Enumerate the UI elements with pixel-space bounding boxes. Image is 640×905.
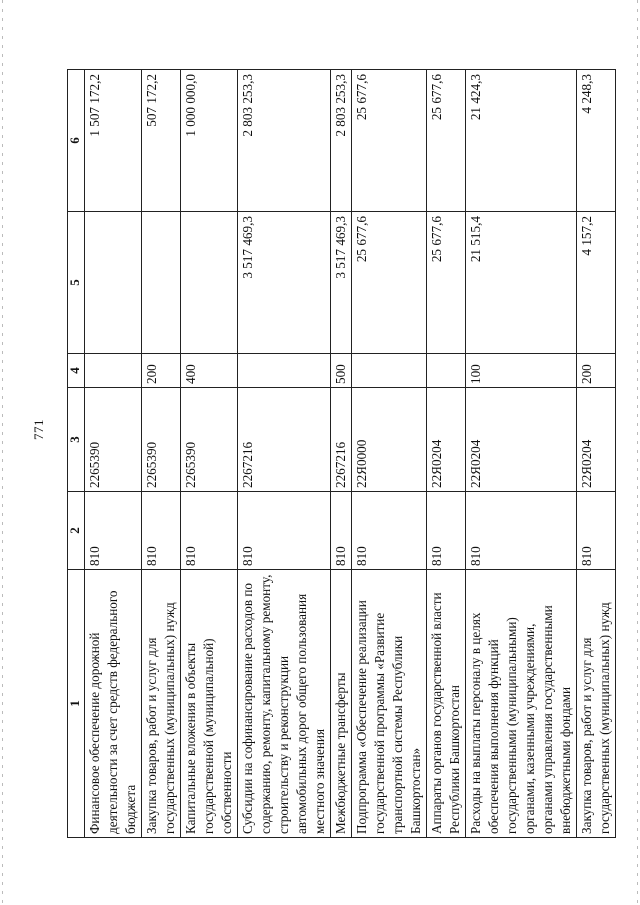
column-header: 1: [68, 570, 85, 838]
cell-amount-6: 21 424,3: [466, 70, 577, 212]
cell-target: 2265390: [142, 388, 181, 492]
cell-target: 2267216: [238, 388, 331, 492]
cell-amount-5: 3 517 469,3: [331, 212, 352, 354]
page-number: 771: [31, 419, 46, 440]
cell-amount-6: 2 803 253,3: [238, 70, 331, 212]
table-row: [238, 70, 331, 838]
column-header: 5: [68, 212, 85, 354]
cell-code: 810: [142, 492, 181, 570]
cell-amount-6: 1 000 000,0: [181, 70, 238, 212]
table-row: [331, 70, 352, 838]
table-row: [142, 70, 181, 838]
cell-target: 22Я0204: [427, 388, 466, 492]
cell-amount-6: 4 248,3: [577, 70, 616, 212]
table-row: [181, 70, 238, 838]
cell-code: 810: [352, 492, 427, 570]
cell-type: 200: [577, 354, 616, 388]
cell-target: 2267216: [331, 388, 352, 492]
cell-target: 22Я0000: [352, 388, 427, 492]
table-row: [85, 70, 142, 838]
cell-amount-6: 2 803 253,3: [331, 70, 352, 212]
cell-amount-6: 25 677,6: [427, 70, 466, 212]
row-name: Закупка товаров, работ и услуг для государственных (муниципальных) нужд: [577, 570, 616, 838]
cell-code: 810: [238, 492, 331, 570]
cell-type: 400: [181, 354, 238, 388]
cell-amount-5: [142, 212, 181, 354]
cell-amount-5: 25 677,6: [352, 212, 427, 354]
column-header: 4: [68, 354, 85, 388]
cell-amount-5: [181, 212, 238, 354]
row-name: Капитальные вложения в объекты государственной (муниципальной) собственности: [181, 570, 238, 838]
cell-amount-6: 25 677,6: [352, 70, 427, 212]
column-header: 3: [68, 388, 85, 492]
cell-target: 2265390: [85, 388, 142, 492]
cell-code: 810: [577, 492, 616, 570]
cell-type: [427, 354, 466, 388]
cell-type: 500: [331, 354, 352, 388]
cell-target: 22Я0204: [577, 388, 616, 492]
cell-code: 810: [427, 492, 466, 570]
cell-amount-5: [85, 212, 142, 354]
budget-table: [67, 69, 616, 838]
cell-amount-6: 507 172,2: [142, 70, 181, 212]
scan-edge-right: [637, 0, 638, 905]
cell-amount-5: 3 517 469,3: [238, 212, 331, 354]
row-name: Субсидии на софинансирование расходов по содержанию, ремонту, капитальному ремонту, строительству и реконструкции автомобильных дорог общего пользования местного значения: [238, 570, 331, 838]
cell-amount-5: 4 157,2: [577, 212, 616, 354]
row-name: Финансовое обеспечение дорожной деятельности за счет средств федерального бюджета: [85, 570, 142, 838]
column-header: 2: [68, 492, 85, 570]
cell-type: [85, 354, 142, 388]
cell-amount-5: 25 677,6: [427, 212, 466, 354]
cell-type: 100: [466, 354, 577, 388]
table-row: [577, 70, 616, 838]
cell-code: 810: [85, 492, 142, 570]
row-name: Расходы на выплаты персоналу в целях обеспечения выполнения функций государственными (муниципальными) органами, казенными учреждениями, органами управления государственными внебюджетными фондами: [466, 570, 577, 838]
cell-code: 810: [466, 492, 577, 570]
rotated-table-wrapper: [67, 70, 616, 838]
cell-target: 22Я0204: [466, 388, 577, 492]
table-row: [352, 70, 427, 838]
row-name: Подпрограмма «Обеспечение реализации государственной программы «Развитие транспортной системы Республики Башкортостан»: [352, 570, 427, 838]
cell-code: 810: [181, 492, 238, 570]
cell-amount-6: 1 507 172,2: [85, 70, 142, 212]
table-row: [427, 70, 466, 838]
header-row: [68, 70, 85, 838]
scan-edge-left: [2, 0, 3, 905]
cell-type: [238, 354, 331, 388]
row-name: Межбюджетные трансферты: [331, 570, 352, 838]
cell-type: 200: [142, 354, 181, 388]
cell-code: 810: [331, 492, 352, 570]
column-header: 6: [68, 70, 85, 212]
cell-target: 2265390: [181, 388, 238, 492]
cell-amount-5: 21 515,4: [466, 212, 577, 354]
table-row: [466, 70, 577, 838]
row-name: Аппараты органов государственной власти Республики Башкортостан: [427, 570, 466, 838]
cell-type: [352, 354, 427, 388]
row-name: Закупка товаров, работ и услуг для государственных (муниципальных) нужд: [142, 570, 181, 838]
